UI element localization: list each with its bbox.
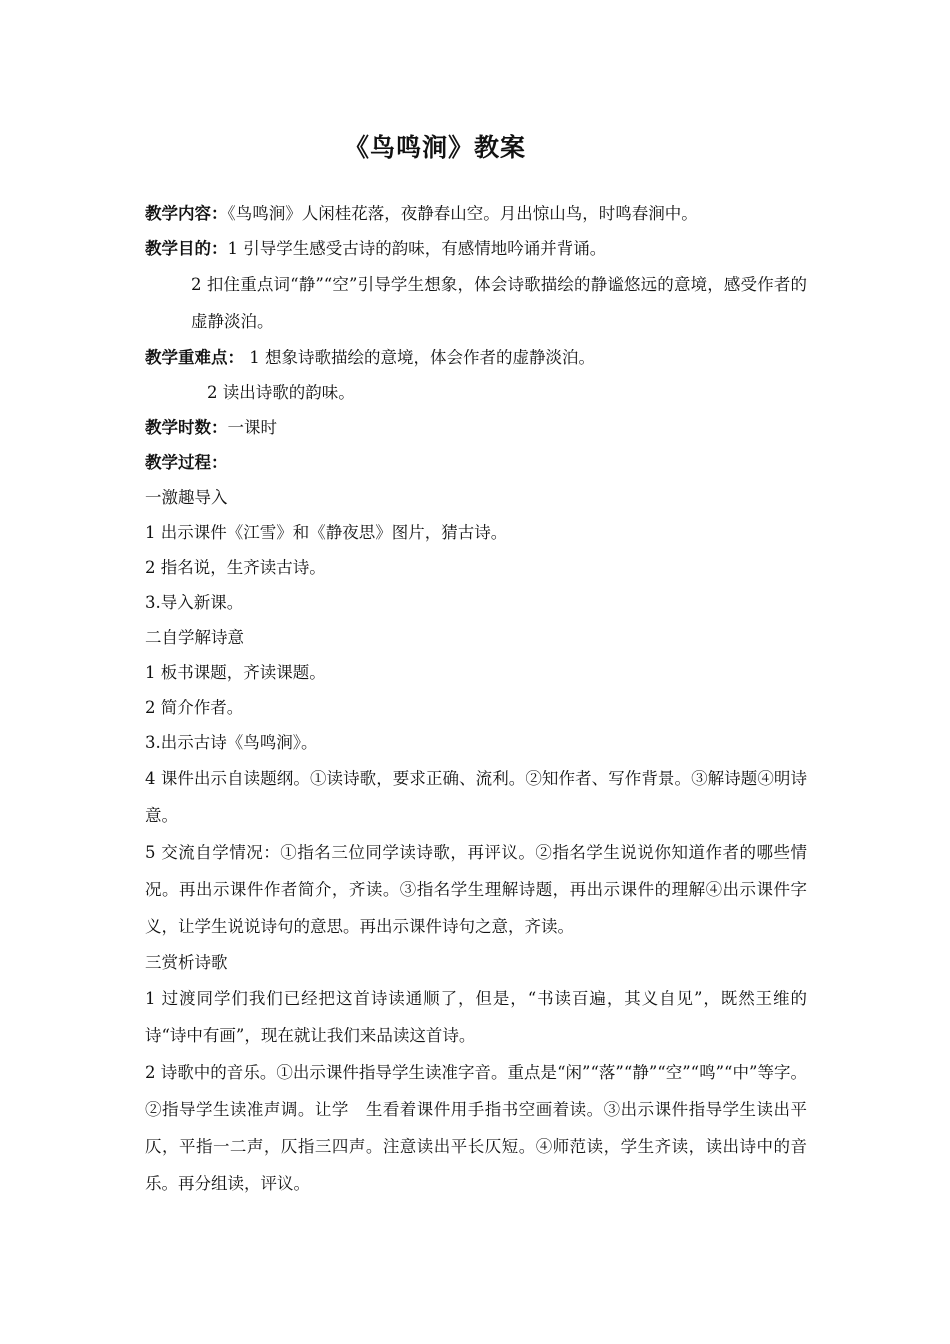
key-item-1: 1 想象诗歌描绘的意境，体会作者的虚静淡泊。 [244,348,595,367]
time-text: 一课时 [227,418,277,437]
list-item: 3.出示古诗《鸟鸣涧》。 [145,733,318,752]
key-label: 教学重难点： [145,348,244,367]
teaching-goal [145,231,807,266]
list-item: 5 交流自学情况：①指名三位同学读诗歌，再评议。②指名学生说说你知道作者的哪些情况。再出示课件作者简介，齐读。③指名学生理解诗题，再出示课件的理解④出示课件字义，让学生说说诗句的意思。再出示课件诗句之意，齐读。 [145,843,807,936]
document-body [145,196,807,1202]
process-label: 教学过程： [145,453,228,472]
section-heading: 二自学解诗意 [145,628,244,647]
key-points [145,340,807,375]
content-label: 教学内容： [145,204,228,223]
list-item: 2 诗歌中的音乐。①出示课件指导学生读准字音。重点是“闲”“落”“静”“空”“鸣”“中”等字。②指导学生读准声调。让学 生看着课件用手指书空画着读。③出示课件指导学生读出平仄，平指一二声，仄指三四声。注意读出平长仄短。④师范读，学生齐读，读出诗中的音乐。再分组读，评议。 [145,1063,807,1193]
list-item: 2 简介作者。 [145,698,244,717]
list-item: 1 过渡同学们我们已经把这首诗读通顺了，但是，“书读百遍，其义自见”，既然王维的诗“诗中有画”，现在就让我们来品读这首诗。 [145,989,807,1045]
list-item: 3.导入新课。 [145,593,244,612]
goal-item-1: 1 引导学生感受古诗的韵味，有感情地吟诵并背诵。 [227,239,607,258]
teaching-time [145,410,807,445]
key-item-2: 2 读出诗歌的韵味。 [207,383,355,402]
goal-label: 教学目的： [145,239,228,258]
list-item: 1 出示课件《江雪》和《静夜思》图片，猜古诗。 [145,523,508,542]
teaching-content [145,196,807,231]
list-item: 2 指名说，生齐读古诗。 [145,558,326,577]
goal-item-2: 2 扣住重点词“静”“空”引导学生想象，体会诗歌描绘的静谧悠远的意境，感受作者的虚静淡泊。 [191,275,807,331]
list-item: 4 课件出示自读题纲。①读诗歌，要求正确、流利。②知作者、写作背景。③解诗题④明诗意。 [145,769,807,825]
section-heading: 一激趣导入 [145,488,228,507]
page-title: 《鸟鸣涧》教案 [343,133,526,162]
time-label: 教学时数： [145,418,228,437]
section-heading: 三赏析诗歌 [145,953,228,972]
list-item: 1 板书课题，齐读课题。 [145,663,326,682]
content-text: 《鸟鸣涧》人闲桂花落，夜静春山空。月出惊山鸟，时鸣春涧中。 [227,204,698,223]
